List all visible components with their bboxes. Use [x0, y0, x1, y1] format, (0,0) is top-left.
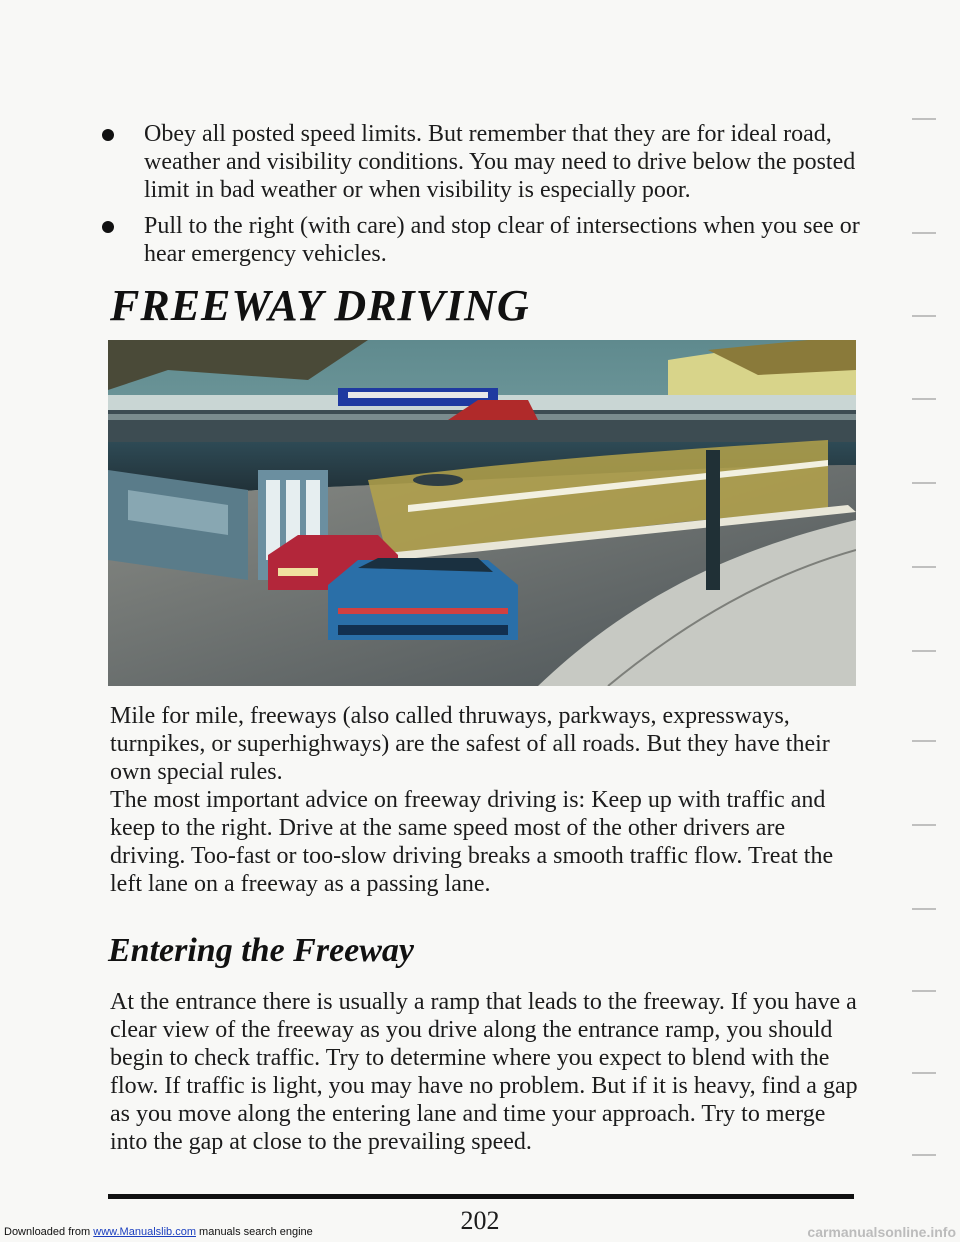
- edge-mark: [912, 482, 936, 484]
- edge-mark: [912, 1072, 936, 1074]
- bullet-dot-icon: [102, 221, 114, 233]
- bullet-item: [102, 120, 862, 204]
- paragraph: At the entrance there is usually a ramp that leads to the freeway. If you have a clear view of the freeway as you drive along the entrance ramp, you should begin to check traffic. Try to determine where you expect to blend with the flow. If traffic is light, you may have no problem. But if it is heavy, find a gap as you move along the entering lane and time your approach. Try to merge into the gap at close to the prevailing speed.: [110, 989, 858, 1155]
- bullet-dot-icon: [102, 129, 114, 141]
- footer-rule: [108, 1194, 854, 1199]
- manualslib-link[interactable]: www.Manualslib.com: [93, 1226, 196, 1238]
- bullet-text: Obey all posted speed limits. But remember that they are for ideal road, weather and visibility conditions. You may need to drive below the posted limit in bad weather or when visibility is especially poor.: [144, 121, 856, 203]
- edge-mark: [912, 1154, 936, 1156]
- edge-mark: [912, 990, 936, 992]
- edge-mark: [912, 118, 936, 120]
- download-prefix: Downloaded from: [4, 1226, 94, 1238]
- download-credit: [4, 1226, 313, 1238]
- freeway-scene-image: [108, 340, 856, 686]
- page-number: 202: [460, 1206, 500, 1235]
- edge-mark: [912, 315, 936, 317]
- edge-mark: [912, 824, 936, 826]
- subsection-title: Entering the Freeway: [108, 932, 415, 969]
- section-title: FREEWAY DRIVING: [110, 281, 530, 330]
- bullet-text: Pull to the right (with care) and stop clear of intersections when you see or hear emergency vehicles.: [144, 213, 860, 267]
- edge-mark: [912, 232, 936, 234]
- bullet-list: [102, 120, 862, 276]
- edge-mark: [912, 740, 936, 742]
- paragraph: Mile for mile, freeways (also called thruways, parkways, expressways, turnpikes, or superhighways) are the safest of all roads. But they have their own special rules.: [110, 703, 830, 785]
- paragraph: The most important advice on freeway driving is: Keep up with traffic and keep to the right. Drive at the same speed most of the other drivers are driving. Too-fast or too-slow driving breaks a smooth traffic flow. Treat the left lane on a freeway as a passing lane.: [110, 787, 834, 897]
- bullet-item: [102, 212, 862, 268]
- edge-mark: [912, 566, 936, 568]
- watermark: carmanualsonline.info: [807, 1224, 956, 1240]
- freeway-illustration: [108, 340, 856, 686]
- download-suffix: manuals search engine: [195, 1226, 313, 1238]
- edge-mark: [912, 908, 936, 910]
- edge-mark: [912, 650, 936, 652]
- edge-mark: [912, 398, 936, 400]
